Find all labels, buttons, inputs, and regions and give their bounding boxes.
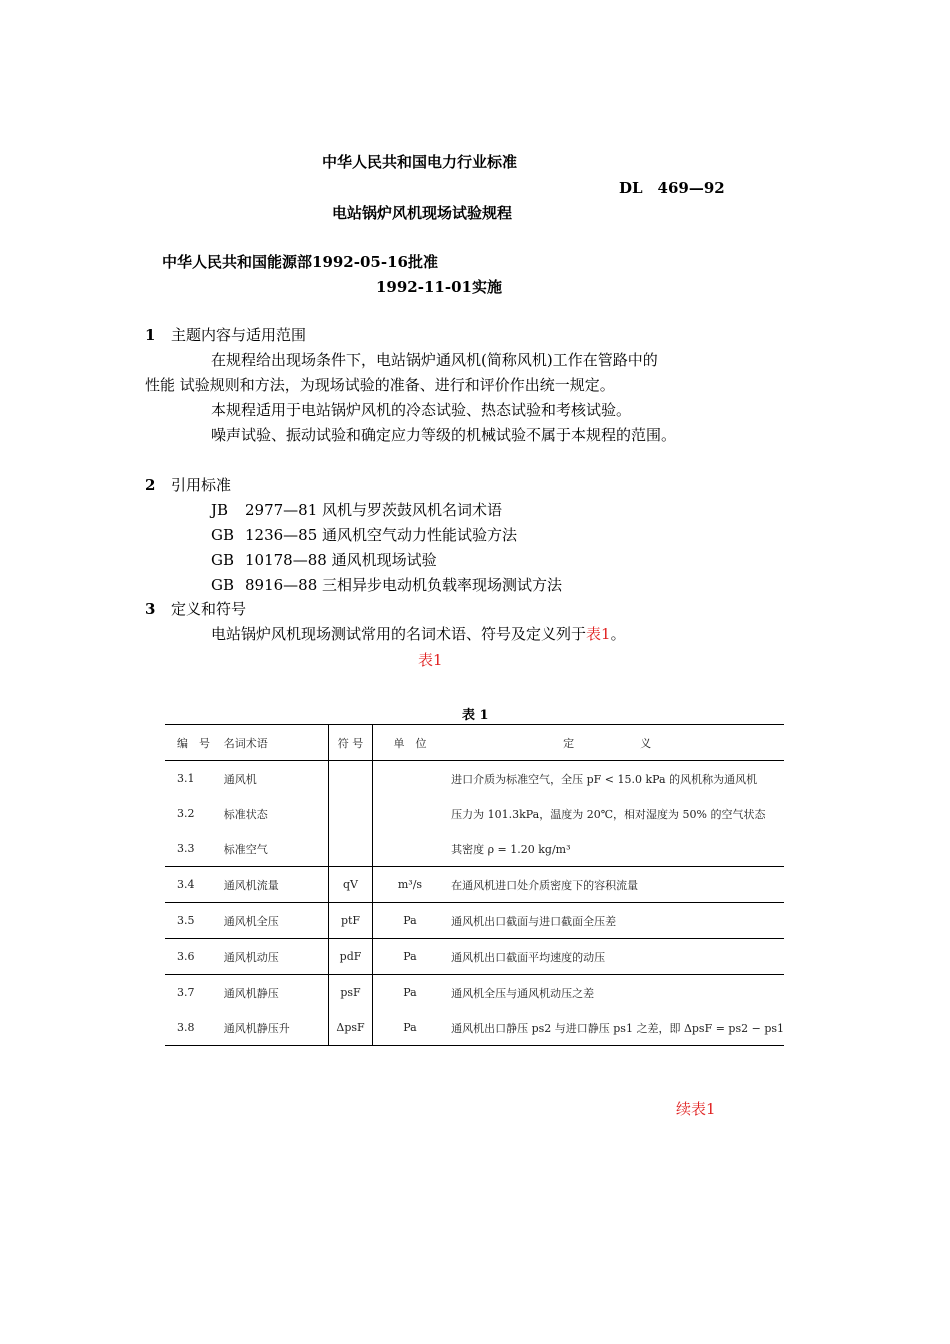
header-term: 名词术语 [224, 725, 329, 761]
section-number: 3 [145, 600, 156, 618]
table-header-row [165, 725, 784, 761]
table-row [165, 867, 784, 903]
row-unit [372, 761, 447, 797]
row-unit: Pa [372, 1010, 447, 1046]
table-row [165, 1010, 784, 1046]
row-definition: 通风机出口截面与进口截面全压差 [447, 903, 784, 939]
section-title: 定义和符号 [171, 600, 247, 618]
row-term: 标准状态 [223, 807, 268, 821]
row-definition: 通风机出口截面平均速度的动压 [447, 939, 784, 975]
table-row [165, 761, 784, 797]
section-1-para2: 本规程适用于电站锅炉风机的冷态试验、热态试验和考核试验。 [211, 401, 632, 419]
row-definition: 其密度 ρ = 1.20 kg/m³ [451, 842, 571, 856]
table-1-anchor[interactable]: 表1 [418, 651, 443, 669]
section-title: 引用标准 [171, 476, 232, 494]
continued-table-link[interactable]: 续表1 [676, 1100, 716, 1118]
row-unit: Pa [372, 903, 447, 939]
section-3-para-end: 。 [610, 625, 626, 643]
row-symbol [329, 761, 373, 797]
row-number: 3.4 [165, 867, 224, 903]
row-number: 3.3 [177, 842, 195, 855]
row-number: 3.2 [177, 807, 195, 820]
row-term: 通风机动压 [224, 939, 329, 975]
reference-item [211, 499, 502, 521]
row-term: 标准空气 [223, 842, 268, 856]
row-symbol [329, 831, 373, 867]
row-unit: m³/s [372, 867, 447, 903]
reference-item [211, 549, 437, 571]
header-definition-a: 定 [563, 736, 575, 750]
row-term: 通风机静压 [224, 975, 329, 1011]
section-1-para1-line2: 性能 试验规则和方法，为现场试验的准备、进行和评价作出统一规定。 [145, 376, 615, 394]
section-title: 主题内容与适用范围 [171, 326, 307, 344]
reference-text: 8916—88 三相异步电动机负载率现场测试方法 [245, 576, 563, 594]
section-1-para1-line1: 在规程给出现场条件下，电站锅炉通风机(简称风机)工作在管路中的 [211, 351, 658, 369]
reference-code: GB [211, 551, 235, 569]
section-3-para [211, 623, 626, 645]
row-symbol: pdF [329, 939, 373, 975]
row-symbol [329, 796, 373, 831]
row-definition: 通风机出口静压 ps2 与进口静压 ps1 之差，即 ΔpsF = ps2 − ps1 [447, 1010, 784, 1046]
section-number: 1 [145, 326, 156, 344]
row-definition: 在通风机进口处介质密度下的容积流量 [447, 867, 784, 903]
section-2-heading [145, 474, 231, 496]
definitions-table [165, 724, 784, 1046]
header-definition-b: 义 [640, 736, 652, 750]
section-number: 2 [145, 476, 156, 494]
table-row [165, 939, 784, 975]
reference-item [211, 524, 517, 546]
section-3-para-text: 电站锅炉风机现场测试常用的名词术语、符号及定义列于 [211, 625, 587, 643]
header-symbol: 符 号 [329, 725, 373, 761]
row-symbol: psF [329, 975, 373, 1011]
row-unit: Pa [372, 939, 447, 975]
row-symbol: ptF [329, 903, 373, 939]
row-number: 3.7 [165, 975, 224, 1011]
section-1-para3: 噪声试验、振动试验和确定应力等级的机械试验不属于本规程的范围。 [211, 426, 677, 444]
reference-code: GB [211, 526, 235, 544]
header-unit: 单 位 [372, 725, 447, 761]
reference-text: 2977—81 风机与罗茨鼓风机名词术语 [245, 501, 503, 519]
row-number: 3.6 [165, 939, 224, 975]
row-symbol: ΔpsF [329, 1010, 373, 1046]
row-number: 3.1 [177, 772, 195, 785]
approval-line: 中华人民共和国能源部1992-05-16批准 [162, 253, 438, 271]
row-term: 通风机全压 [224, 903, 329, 939]
section-3-heading [145, 598, 246, 620]
row-unit: Pa [372, 975, 447, 1011]
table-1-caption: 表 1 [462, 708, 489, 723]
row-number: 3.8 [165, 1010, 224, 1046]
table-1-link[interactable]: 表1 [586, 625, 611, 643]
header-definition [447, 725, 784, 761]
implementation-line: 1992-11-01实施 [376, 278, 502, 296]
header-number: 编 号 [165, 725, 224, 761]
reference-code: GB [211, 576, 235, 594]
row-definition: 压力为 101.3kPa，温度为 20℃，相对湿度为 50% 的空气状态 [451, 807, 766, 821]
row-definition: 进口介质为标准空气，全压 pF < 15.0 kPa 的风机称为通风机 [451, 772, 758, 786]
document-title: 电站锅炉风机现场试验规程 [332, 204, 513, 222]
table-row [165, 831, 784, 867]
table-row [165, 975, 784, 1011]
table-row [165, 903, 784, 939]
row-unit [372, 796, 447, 831]
row-definition: 通风机全压与通风机动压之差 [447, 975, 784, 1011]
row-term: 通风机静压升 [224, 1010, 329, 1046]
org-standard-heading: 中华人民共和国电力行业标准 [322, 153, 518, 171]
reference-text: 10178—88 通风机现场试验 [245, 551, 437, 569]
reference-code: JB [211, 501, 229, 519]
row-unit [372, 831, 447, 867]
row-term: 通风机流量 [224, 867, 329, 903]
reference-item [211, 574, 562, 596]
reference-text: 1236—85 通风机空气动力性能试验方法 [245, 526, 518, 544]
table-row [165, 796, 784, 831]
row-symbol: qV [329, 867, 373, 903]
row-term: 通风机 [223, 772, 257, 786]
standard-code: DL 469—92 [619, 179, 725, 197]
section-1-heading [145, 324, 306, 346]
row-number: 3.5 [165, 903, 224, 939]
